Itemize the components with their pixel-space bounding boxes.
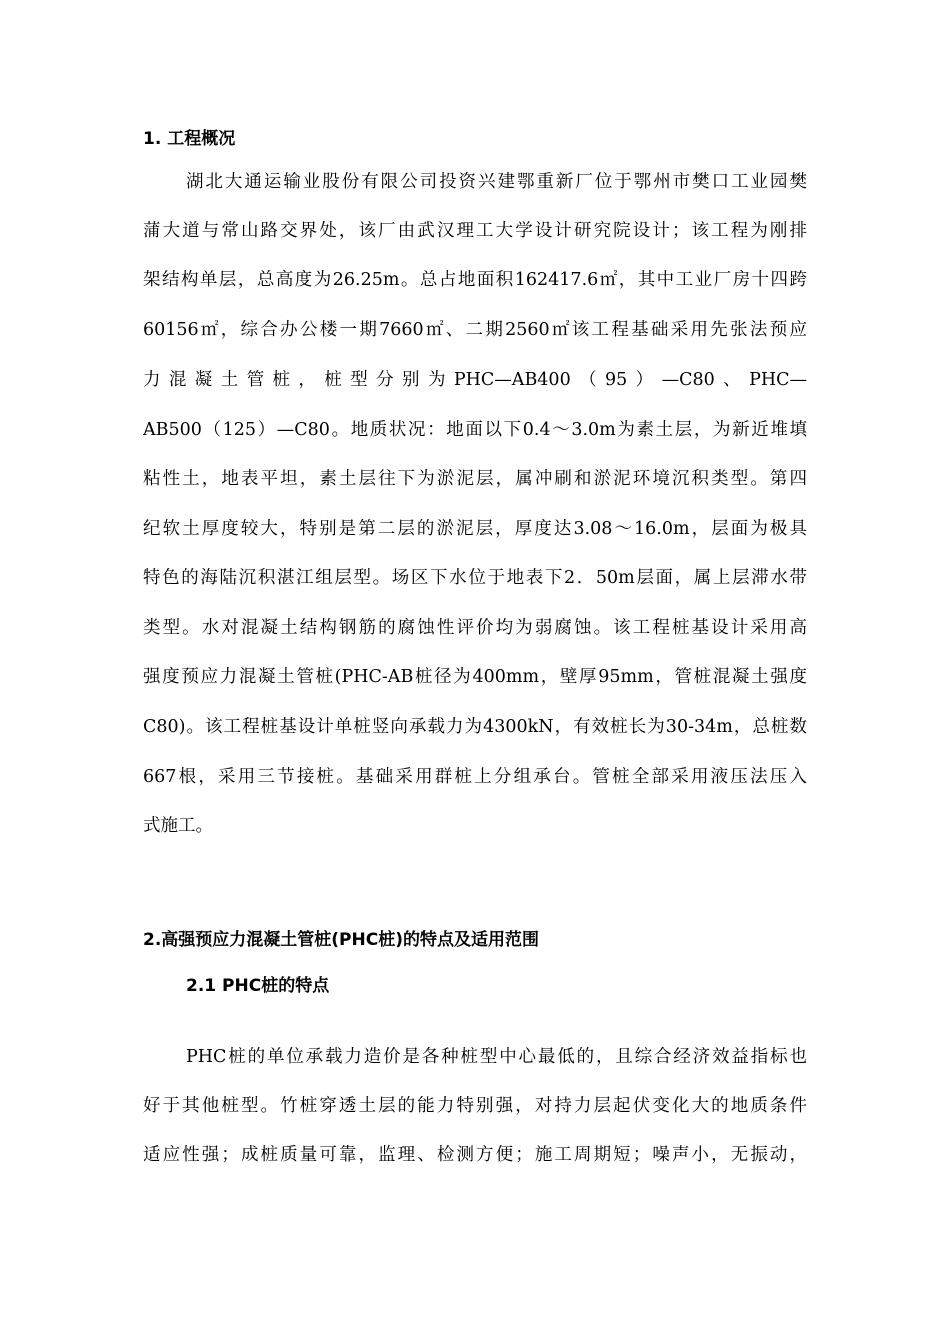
paragraph-line: 粘性土，地表平坦，素土层往下为淤泥层，属冲刷和淤泥环境沉积类型。第四 — [143, 469, 807, 489]
section-2-1-heading: 2.1 PHC桩的特点 — [186, 976, 330, 996]
paragraph-line: 60156㎡，综合办公楼一期7660㎡、二期2560㎡该工程基础采用先张法预应 — [143, 320, 807, 340]
paragraph-line: 667根，采用三节接桩。基础采用群桩上分组承台。管桩全部采用液压法压入 — [143, 767, 807, 787]
paragraph-line: C80)。该工程桩基设计单桩竖向承载力为4300kN，有效桩长为30-34m，总桩数 — [143, 717, 807, 737]
paragraph-line: 类型。水对混凝土结构钢筋的腐蚀性评价均为弱腐蚀。该工程桩基设计采用高 — [143, 618, 807, 638]
paragraph-line: 架结构单层，总高度为26.25m。总占地面积162417.6㎡，其中工业厂房十四跨 — [143, 270, 807, 290]
paragraph-line: 湖北大通运输业股份有限公司投资兴建鄂重新厂位于鄂州市樊口工业园樊 — [186, 172, 807, 192]
paragraph-line: 特色的海陆沉积湛江组层型。场区下水位于地表下2．50m层面，属上层滞水带 — [143, 568, 807, 588]
paragraph-line: 力混凝土管桩，桩型分别为PHC—AB400（95）—C80、PHC— — [143, 370, 807, 390]
paragraph-line: PHC桩的单位承载力造价是各种桩型中心最低的，且综合经济效益指标也 — [186, 1047, 807, 1067]
paragraph-line: 式施工。 — [143, 816, 213, 836]
paragraph-line: 好于其他桩型。竹桩穿透土层的能力特别强，对持力层起伏变化大的地质条件 — [143, 1096, 807, 1116]
section-1-heading: 1. 工程概况 — [143, 129, 236, 149]
paragraph-line: 蒲大道与常山路交界处，该厂由武汉理工大学设计研究院设计；该工程为刚排 — [143, 221, 807, 241]
paragraph-line: 纪软土厚度较大，特别是第二层的淤泥层，厚度达3.08～16.0m，层面为极具 — [143, 519, 807, 539]
section-2-heading: 2.高强预应力混凝土管桩(PHC桩)的特点及适用范围 — [143, 930, 539, 950]
paragraph-line: 强度预应力混凝土管桩(PHC-AB桩径为400mm，壁厚95mm，管桩混凝土强度 — [143, 667, 807, 687]
paragraph-line: AB500（125）—C80。地质状况：地面以下0.4～3.0m为素土层，为新近堆填 — [143, 420, 807, 440]
paragraph-line: 适应性强；成桩质量可靠，监理、检测方便；施工周期短；噪声小，无振动， — [143, 1145, 807, 1165]
